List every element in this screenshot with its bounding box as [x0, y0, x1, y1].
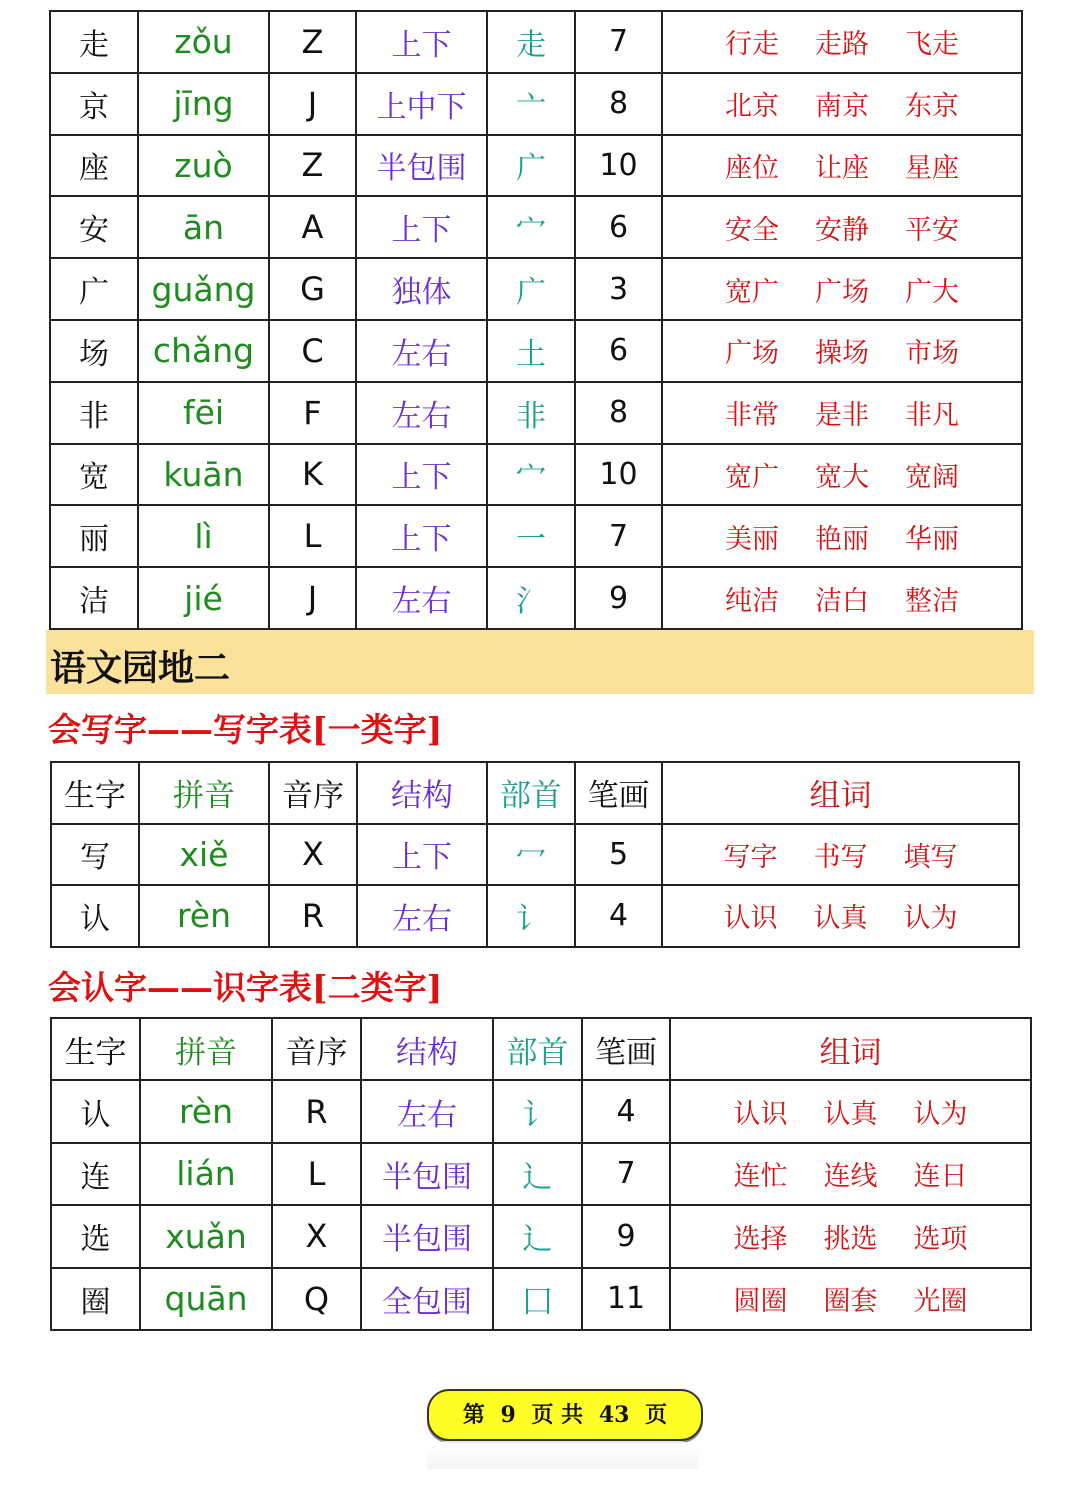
radical-cell: 土: [487, 320, 575, 382]
header-radical: 部首: [487, 762, 575, 824]
word-item: 广大: [905, 276, 959, 308]
word-item: 非常: [725, 400, 779, 432]
read-character-table: [50, 1017, 1032, 1331]
word-item: 让座: [815, 152, 869, 184]
words-cell: [662, 196, 1022, 258]
index-cell: J: [269, 73, 356, 135]
words-cell: [670, 1268, 1031, 1330]
char-cell: 洁: [50, 567, 138, 629]
pinyin-cell: rèn: [139, 885, 269, 947]
word-item: 写字: [723, 841, 778, 873]
word-item: 书写: [813, 841, 868, 873]
words-cell: [662, 135, 1022, 197]
page-total: 43: [598, 1402, 630, 1428]
word-item: 安全: [725, 214, 779, 246]
pinyin-cell: lián: [140, 1143, 272, 1205]
word-item: 宽广: [725, 461, 779, 493]
structure-cell: 左右: [356, 320, 487, 382]
word-item: 圈套: [823, 1286, 878, 1318]
word-item: 非凡: [905, 400, 959, 432]
strokes-cell: 9: [582, 1205, 670, 1267]
strokes-cell: 11: [582, 1268, 670, 1330]
strokes-cell: 4: [582, 1080, 670, 1142]
words-cell: [662, 11, 1022, 73]
words-cell: [662, 885, 1019, 947]
index-cell: X: [269, 824, 357, 886]
header-strokes: 笔画: [582, 1018, 670, 1080]
header-index: 音序: [272, 1018, 361, 1080]
page-indicator-reflection: [427, 1441, 699, 1469]
index-cell: L: [269, 505, 356, 567]
structure-cell: 左右: [356, 567, 487, 629]
word-item: 挑选: [823, 1223, 878, 1255]
strokes-cell: 6: [575, 196, 662, 258]
words-cell: [662, 444, 1022, 506]
structure-cell: 全包围: [361, 1268, 493, 1330]
strokes-cell: 8: [575, 382, 662, 444]
pinyin-cell: ān: [138, 196, 269, 258]
structure-cell: 上下: [356, 505, 487, 567]
word-item: 华丽: [905, 523, 959, 555]
word-item: 广场: [815, 276, 869, 308]
pinyin-cell: xuǎn: [140, 1205, 272, 1267]
word-item: 北京: [725, 91, 779, 123]
word-item: 飞走: [905, 29, 959, 61]
char-cell: 座: [50, 135, 138, 197]
strokes-cell: 10: [575, 444, 662, 506]
pinyin-cell: kuān: [138, 444, 269, 506]
strokes-cell: 7: [575, 11, 662, 73]
char-cell: 场: [50, 320, 138, 382]
char-cell: 连: [51, 1143, 140, 1205]
table-row: [51, 1205, 1031, 1267]
words-cell: [662, 382, 1022, 444]
index-cell: F: [269, 382, 356, 444]
section-banner: [46, 630, 1034, 694]
header-radical: 部首: [493, 1018, 582, 1080]
char-cell: 丽: [50, 505, 138, 567]
word-item: 选项: [913, 1223, 968, 1255]
index-cell: L: [272, 1143, 361, 1205]
pinyin-cell: zǒu: [138, 11, 269, 73]
word-item: 操场: [815, 338, 869, 370]
char-cell: 宽: [50, 444, 138, 506]
strokes-cell: 4: [575, 885, 662, 947]
index-cell: Z: [269, 11, 356, 73]
radical-cell: 亠: [487, 73, 575, 135]
header-index: 音序: [269, 762, 357, 824]
word-item: 行走: [725, 29, 779, 61]
structure-cell: 上下: [356, 444, 487, 506]
radical-cell: 辶: [493, 1205, 582, 1267]
word-item: 洁白: [815, 585, 869, 617]
structure-cell: 独体: [356, 258, 487, 320]
structure-cell: 半包围: [356, 135, 487, 197]
header-char: 生字: [51, 1018, 140, 1080]
pinyin-cell: xiě: [139, 824, 269, 886]
index-cell: Q: [272, 1268, 361, 1330]
char-cell: 京: [50, 73, 138, 135]
index-cell: K: [269, 444, 356, 506]
word-item: 认为: [903, 903, 958, 935]
word-item: 安静: [815, 214, 869, 246]
pinyin-cell: jié: [138, 567, 269, 629]
char-cell: 认: [51, 885, 139, 947]
index-cell: Z: [269, 135, 356, 197]
index-cell: R: [269, 885, 357, 947]
structure-cell: 上中下: [356, 73, 487, 135]
radical-cell: 氵: [487, 567, 575, 629]
section-title: 语文园地二: [50, 647, 231, 689]
word-item: 认识: [733, 1099, 788, 1131]
header-structure: 结构: [357, 762, 487, 824]
strokes-cell: 9: [575, 567, 662, 629]
radical-cell: 广: [487, 258, 575, 320]
word-item: 美丽: [725, 523, 779, 555]
table-row: [50, 11, 1022, 73]
char-cell: 走: [50, 11, 138, 73]
word-item: 宽广: [725, 276, 779, 308]
structure-cell: 左右: [356, 382, 487, 444]
page-number: 9: [500, 1402, 516, 1428]
word-item: 宽阔: [905, 461, 959, 493]
word-item: 连线: [823, 1161, 878, 1193]
pinyin-cell: chǎng: [138, 320, 269, 382]
radical-cell: 一: [487, 505, 575, 567]
read-section-title: 会认字——识字表[二类字]: [48, 968, 443, 1007]
structure-cell: 上下: [357, 824, 487, 886]
table-header-row: [51, 1018, 1031, 1080]
strokes-cell: 10: [575, 135, 662, 197]
page-suffix: 页: [645, 1402, 668, 1428]
pinyin-cell: zuò: [138, 135, 269, 197]
word-item: 连日: [913, 1161, 968, 1193]
header-strokes: 笔画: [575, 762, 662, 824]
write-character-table: [50, 761, 1020, 948]
table-row: [50, 382, 1022, 444]
table-row: [51, 1080, 1031, 1142]
strokes-cell: 5: [575, 824, 662, 886]
strokes-cell: 7: [582, 1143, 670, 1205]
words-cell: [670, 1205, 1031, 1267]
index-cell: G: [269, 258, 356, 320]
header-structure: 结构: [361, 1018, 493, 1080]
structure-cell: 上下: [356, 196, 487, 258]
pinyin-cell: guǎng: [138, 258, 269, 320]
header-words: 组词: [670, 1018, 1031, 1080]
word-item: 南京: [815, 91, 869, 123]
word-item: 宽大: [815, 461, 869, 493]
index-cell: X: [272, 1205, 361, 1267]
char-cell: 圈: [51, 1268, 140, 1330]
word-item: 光圈: [913, 1286, 968, 1318]
table-row: [50, 258, 1022, 320]
character-table-lesson: [49, 10, 1023, 630]
pinyin-cell: jīng: [138, 73, 269, 135]
char-cell: 广: [50, 258, 138, 320]
words-cell: [662, 258, 1022, 320]
word-item: 是非: [815, 400, 869, 432]
structure-cell: 半包围: [361, 1205, 493, 1267]
table-row: [51, 1143, 1031, 1205]
words-cell: [662, 505, 1022, 567]
word-item: 座位: [725, 152, 779, 184]
word-item: 纯洁: [725, 585, 779, 617]
pinyin-cell: rèn: [140, 1080, 272, 1142]
word-item: 走路: [815, 29, 869, 61]
structure-cell: 半包围: [361, 1143, 493, 1205]
table-row: [50, 567, 1022, 629]
pinyin-cell: lì: [138, 505, 269, 567]
table-row: [50, 320, 1022, 382]
word-item: 市场: [905, 338, 959, 370]
radical-cell: 宀: [487, 444, 575, 506]
radical-cell: 讠: [487, 885, 575, 947]
write-section-title: 会写字——写字表[一类字]: [48, 710, 443, 749]
table-row: [50, 73, 1022, 135]
char-cell: 写: [51, 824, 139, 886]
word-item: 星座: [905, 152, 959, 184]
table-row: [50, 135, 1022, 197]
words-cell: [670, 1080, 1031, 1142]
strokes-cell: 8: [575, 73, 662, 135]
strokes-cell: 7: [575, 505, 662, 567]
table-row: [51, 885, 1019, 947]
table-row: [50, 196, 1022, 258]
header-pinyin: 拼音: [139, 762, 269, 824]
table-row: [51, 824, 1019, 886]
structure-cell: 左右: [361, 1080, 493, 1142]
words-cell: [662, 320, 1022, 382]
radical-cell: 讠: [493, 1080, 582, 1142]
page-prefix: 第: [462, 1402, 485, 1428]
words-cell: [670, 1143, 1031, 1205]
index-cell: R: [272, 1080, 361, 1142]
radical-cell: 冖: [487, 824, 575, 886]
char-cell: 安: [50, 196, 138, 258]
word-item: 连忙: [733, 1161, 788, 1193]
strokes-cell: 6: [575, 320, 662, 382]
structure-cell: 上下: [356, 11, 487, 73]
pinyin-cell: quān: [140, 1268, 272, 1330]
word-item: 广场: [725, 338, 779, 370]
word-item: 艳丽: [815, 523, 869, 555]
radical-cell: 宀: [487, 196, 575, 258]
page-indicator: [427, 1389, 703, 1441]
table-row: [50, 505, 1022, 567]
word-item: 选择: [733, 1223, 788, 1255]
char-cell: 非: [50, 382, 138, 444]
index-cell: C: [269, 320, 356, 382]
radical-cell: 广: [487, 135, 575, 197]
word-item: 认识: [723, 903, 778, 935]
char-cell: 选: [51, 1205, 140, 1267]
word-item: 认真: [823, 1099, 878, 1131]
header-char: 生字: [51, 762, 139, 824]
page-mid: 页 共: [531, 1402, 584, 1428]
word-item: 认为: [913, 1099, 968, 1131]
word-item: 整洁: [905, 585, 959, 617]
index-cell: J: [269, 567, 356, 629]
words-cell: [662, 567, 1022, 629]
header-pinyin: 拼音: [140, 1018, 272, 1080]
table-header-row: [51, 762, 1019, 824]
pinyin-cell: fēi: [138, 382, 269, 444]
table-row: [51, 1268, 1031, 1330]
header-words: 组词: [662, 762, 1019, 824]
radical-cell: 走: [487, 11, 575, 73]
table-row: [50, 444, 1022, 506]
radical-cell: 囗: [493, 1268, 582, 1330]
structure-cell: 左右: [357, 885, 487, 947]
words-cell: [662, 824, 1019, 886]
radical-cell: 非: [487, 382, 575, 444]
word-item: 东京: [905, 91, 959, 123]
strokes-cell: 3: [575, 258, 662, 320]
word-item: 平安: [905, 214, 959, 246]
char-cell: 认: [51, 1080, 140, 1142]
word-item: 认真: [813, 903, 868, 935]
radical-cell: 辶: [493, 1143, 582, 1205]
word-item: 填写: [903, 841, 958, 873]
index-cell: A: [269, 196, 356, 258]
words-cell: [662, 73, 1022, 135]
word-item: 圆圈: [733, 1286, 788, 1318]
